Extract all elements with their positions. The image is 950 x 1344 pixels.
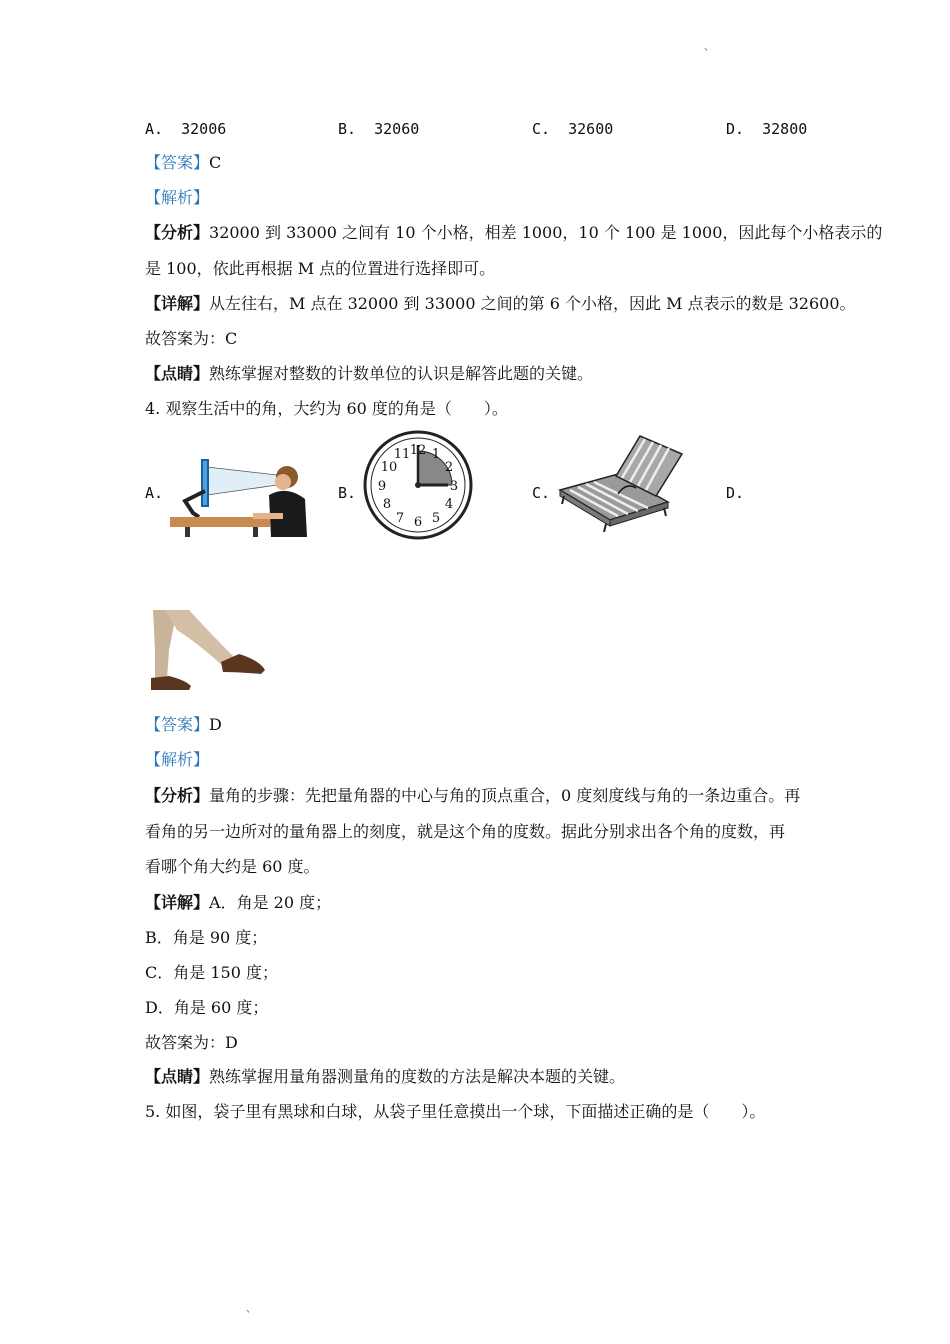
q4-answer-tag: 【答案】	[145, 715, 210, 734]
clock-number-10: 10	[380, 460, 398, 475]
q4-fenxi-text-3: 看哪个角大约是 60 度。	[145, 857, 320, 876]
q4-fenxi-tag: 【分析】	[145, 786, 210, 805]
q4-answer-value: D	[209, 715, 222, 734]
q3-answer	[145, 153, 221, 173]
q3-answer-tag: 【答案】	[145, 153, 210, 172]
q4-line-c: C．角是 150 度；	[145, 963, 278, 982]
clock-number-2: 2	[444, 460, 454, 475]
q4-fenxi-text-2: 看角的另一边所对的量角器上的刻度，就是这个角的度数。据此分别求出各个角的度数，再	[145, 822, 786, 841]
walking-legs-picture	[147, 610, 269, 694]
q4-xiangjie	[145, 893, 331, 913]
clock-number-1: 1	[431, 447, 441, 462]
q3-option-b	[338, 119, 419, 139]
q3-analysis-tag: 【解析】	[145, 188, 210, 207]
q4-line-d: D．角是 60 度；	[145, 998, 269, 1017]
q3-conclusion: 故答案为：C	[145, 329, 238, 348]
clock-number-7: 7	[395, 511, 405, 526]
q3-option-d-value: 32800	[762, 120, 808, 138]
q4-fenxi-text-1: 量角的步骤：先把量角器的中心与角的顶点重合，0 度刻度线与角的一条边重合。再	[209, 786, 801, 805]
q3-option-a-value: 32006	[181, 120, 227, 138]
clock-number-5: 5	[431, 511, 441, 526]
q4-question: 4. 观察生活中的角，大约为 60 度的角是（ ）。	[145, 399, 508, 418]
q5-question: 5. 如图，袋子里有黑球和白球，从袋子里任意摸出一个球，下面描述正确的是（ ）。	[145, 1102, 766, 1121]
clock-number-6: 6	[413, 515, 423, 530]
header-mark: 、	[704, 42, 714, 53]
clock-number-4: 4	[444, 497, 454, 512]
q3-xiangjie-tag: 【详解】	[145, 294, 210, 313]
q4-option-c-letter: C.	[532, 484, 551, 502]
q4-xiangjie-tag: 【详解】	[145, 893, 210, 912]
reclining-chair-picture	[556, 432, 686, 532]
q3-fenxi-text-2: 是 100，依此再根据 M 点的位置进行选择即可。	[145, 259, 496, 278]
q4-analysis-tag: 【解析】	[145, 750, 210, 769]
q3-answer-value: C	[209, 153, 222, 172]
q3-fenxi-text-1: 32000 到 33000 之间有 10 个小格，相差 1000，10 个 100 是 1000，因此每个小格表示的	[209, 223, 883, 242]
footer-mark: 、	[246, 1304, 256, 1315]
q3-option-d	[726, 119, 807, 139]
q3-dianjing-tag: 【点睛】	[145, 364, 210, 383]
clock-number-11: 11	[393, 447, 411, 462]
clock-number-8: 8	[382, 497, 392, 512]
q3-dianjing	[145, 364, 593, 384]
q3-option-c-letter: C.	[532, 120, 551, 138]
clock-number-12: 12	[409, 443, 427, 458]
monitor-viewing-picture	[165, 455, 311, 537]
q4-option-b-letter: B.	[338, 484, 357, 502]
clock-number-9: 9	[377, 479, 387, 494]
q4-conclusion: 故答案为：D	[145, 1033, 238, 1052]
q3-xiangjie-text: 从左往右，M 点在 32000 到 33000 之间的第 6 个小格，因此 M 点表示的数是 32600。	[209, 294, 856, 313]
q4-dianjing	[145, 1067, 625, 1087]
q4-option-d-letter: D.	[726, 484, 745, 502]
q3-option-c	[532, 119, 613, 139]
q3-dianjing-text: 熟练掌握对整数的计数单位的认识是解答此题的关键。	[209, 364, 594, 383]
q3-option-a-letter: A.	[145, 120, 164, 138]
q4-xiangjie-a: A．角是 20 度；	[209, 893, 332, 912]
q4-option-a-letter: A.	[145, 484, 164, 502]
q3-xiangjie	[145, 294, 856, 314]
q4-dianjing-tag: 【点睛】	[145, 1067, 210, 1086]
q3-option-a	[145, 119, 226, 139]
q4-answer	[145, 715, 222, 735]
q3-option-b-value: 32060	[374, 120, 420, 138]
clock-picture	[362, 429, 474, 541]
clock-number-3: 3	[449, 479, 459, 494]
q4-fenxi-line-1	[145, 786, 800, 806]
q3-option-b-letter: B.	[338, 120, 357, 138]
q3-option-d-letter: D.	[726, 120, 745, 138]
q4-dianjing-text: 熟练掌握用量角器测量角的度数的方法是解决本题的关键。	[209, 1067, 626, 1086]
q3-fenxi-line-1	[145, 223, 882, 243]
q4-line-b: B．角是 90 度；	[145, 928, 268, 947]
q3-fenxi-tag: 【分析】	[145, 223, 210, 242]
q3-option-c-value: 32600	[568, 120, 614, 138]
